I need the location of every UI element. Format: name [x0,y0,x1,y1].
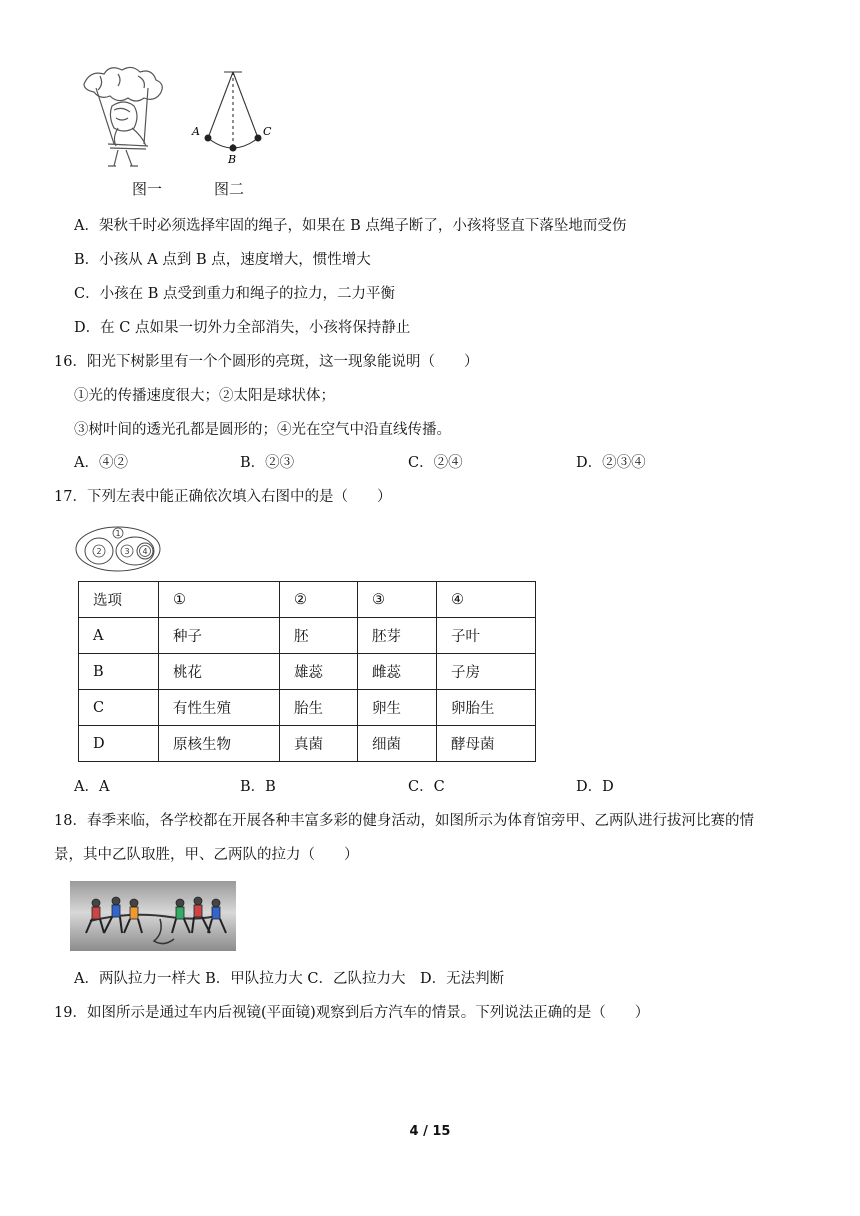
venn-diagram [74,525,162,573]
table-cell: 胚芽 [358,618,437,654]
q17-option-c: C．C [408,779,445,795]
table-cell: 胎生 [280,690,358,726]
table-header-cell: 选项 [79,582,159,618]
table-cell: 胚 [280,618,358,654]
fig2-label-b: B [228,153,237,166]
venn-label-2: 2 [96,547,102,556]
table-row [79,654,536,690]
q16-statements-2: ③树叶间的透光孔都是圆形的；④光在空气中沿直线传播。 [74,422,451,438]
table-header-cell: ③ [358,582,437,618]
table-cell: 细菌 [358,726,437,762]
q16-option-c: C．②④ [408,455,463,471]
table-cell: 真菌 [280,726,358,762]
table-cell: 桃花 [159,654,280,690]
table-cell: C [79,690,159,726]
table-cell: 种子 [159,618,280,654]
table-row [79,726,536,762]
q15-option-d: D．在 C 点如果一切外力全部消失，小孩将保持静止 [74,320,411,336]
q18-options: A．两队拉力一样大 B．甲队拉力大 C．乙队拉力大 D．无法判断 [74,971,505,987]
q17-stem: 17．下列左表中能正确依次填入右图中的是（ ） [54,489,392,505]
q17-option-d: D．D [576,779,614,795]
table-cell: 原核生物 [159,726,280,762]
q16-option-b: B．②③ [240,455,295,471]
table-cell: B [79,654,159,690]
table-cell: A [79,618,159,654]
table-header-cell: ② [280,582,358,618]
page-number: 4 / 15 [409,1124,451,1139]
table-row [79,618,536,654]
table-cell: 雄蕊 [280,654,358,690]
table-cell: 卵生 [358,690,437,726]
venn-label-1: 1 [115,529,121,538]
table-header-cell: ④ [437,582,536,618]
table-row [79,690,536,726]
figure-1-caption: 图一 [132,180,163,198]
table-header-cell: ① [159,582,280,618]
q17-table [78,581,536,762]
figure-2-caption: 图二 [214,180,245,198]
table-cell: 卵胎生 [437,690,536,726]
q17-option-a: A．A [74,779,110,795]
swing-figure [78,66,174,178]
pendulum-figure [186,66,276,170]
q15-option-b: B．小孩从 A 点到 B 点，速度增大，惯性增大 [74,252,371,268]
table-cell: 有性生殖 [159,690,280,726]
table-header-row [79,582,536,618]
table-cell: 酵母菌 [437,726,536,762]
tug-of-war-image [70,881,236,951]
table-cell: 雌蕊 [358,654,437,690]
table-cell: 子叶 [437,618,536,654]
q16-statements-1: ①光的传播速度很大；②太阳是球状体； [74,388,335,404]
q16-option-d: D．②③④ [576,455,646,471]
q18-stem-line-1: 18．春季来临，各学校都在开展各种丰富多彩的健身活动，如图所示为体育馆旁甲、乙两队进行拔河比赛的情 [54,813,754,829]
table-cell: D [79,726,159,762]
table-cell: 子房 [437,654,536,690]
venn-label-3: 3 [124,547,130,556]
fig2-label-a: A [192,125,200,138]
q17-option-b: B．B [240,779,276,795]
q19-stem: 19．如图所示是通过车内后视镜(平面镜)观察到后方汽车的情景。下列说法正确的是（ ） [54,1005,650,1021]
fig2-label-c: C [263,125,272,138]
q15-option-c: C．小孩在 B 点受到重力和绳子的拉力，二力平衡 [74,286,395,302]
venn-label-4: 4 [142,547,148,556]
q18-stem-line-2: 景，其中乙队取胜，甲、乙两队的拉力（ ） [54,847,359,863]
q16-stem: 16．阳光下树影里有一个个圆形的亮斑，这一现象能说明（ ） [54,354,479,370]
q16-option-a: A．④② [74,455,128,471]
q15-option-a: A．架秋千时必须选择牢固的绳子，如果在 B 点绳子断了，小孩将竖直下落坠地而受伤 [74,218,627,234]
